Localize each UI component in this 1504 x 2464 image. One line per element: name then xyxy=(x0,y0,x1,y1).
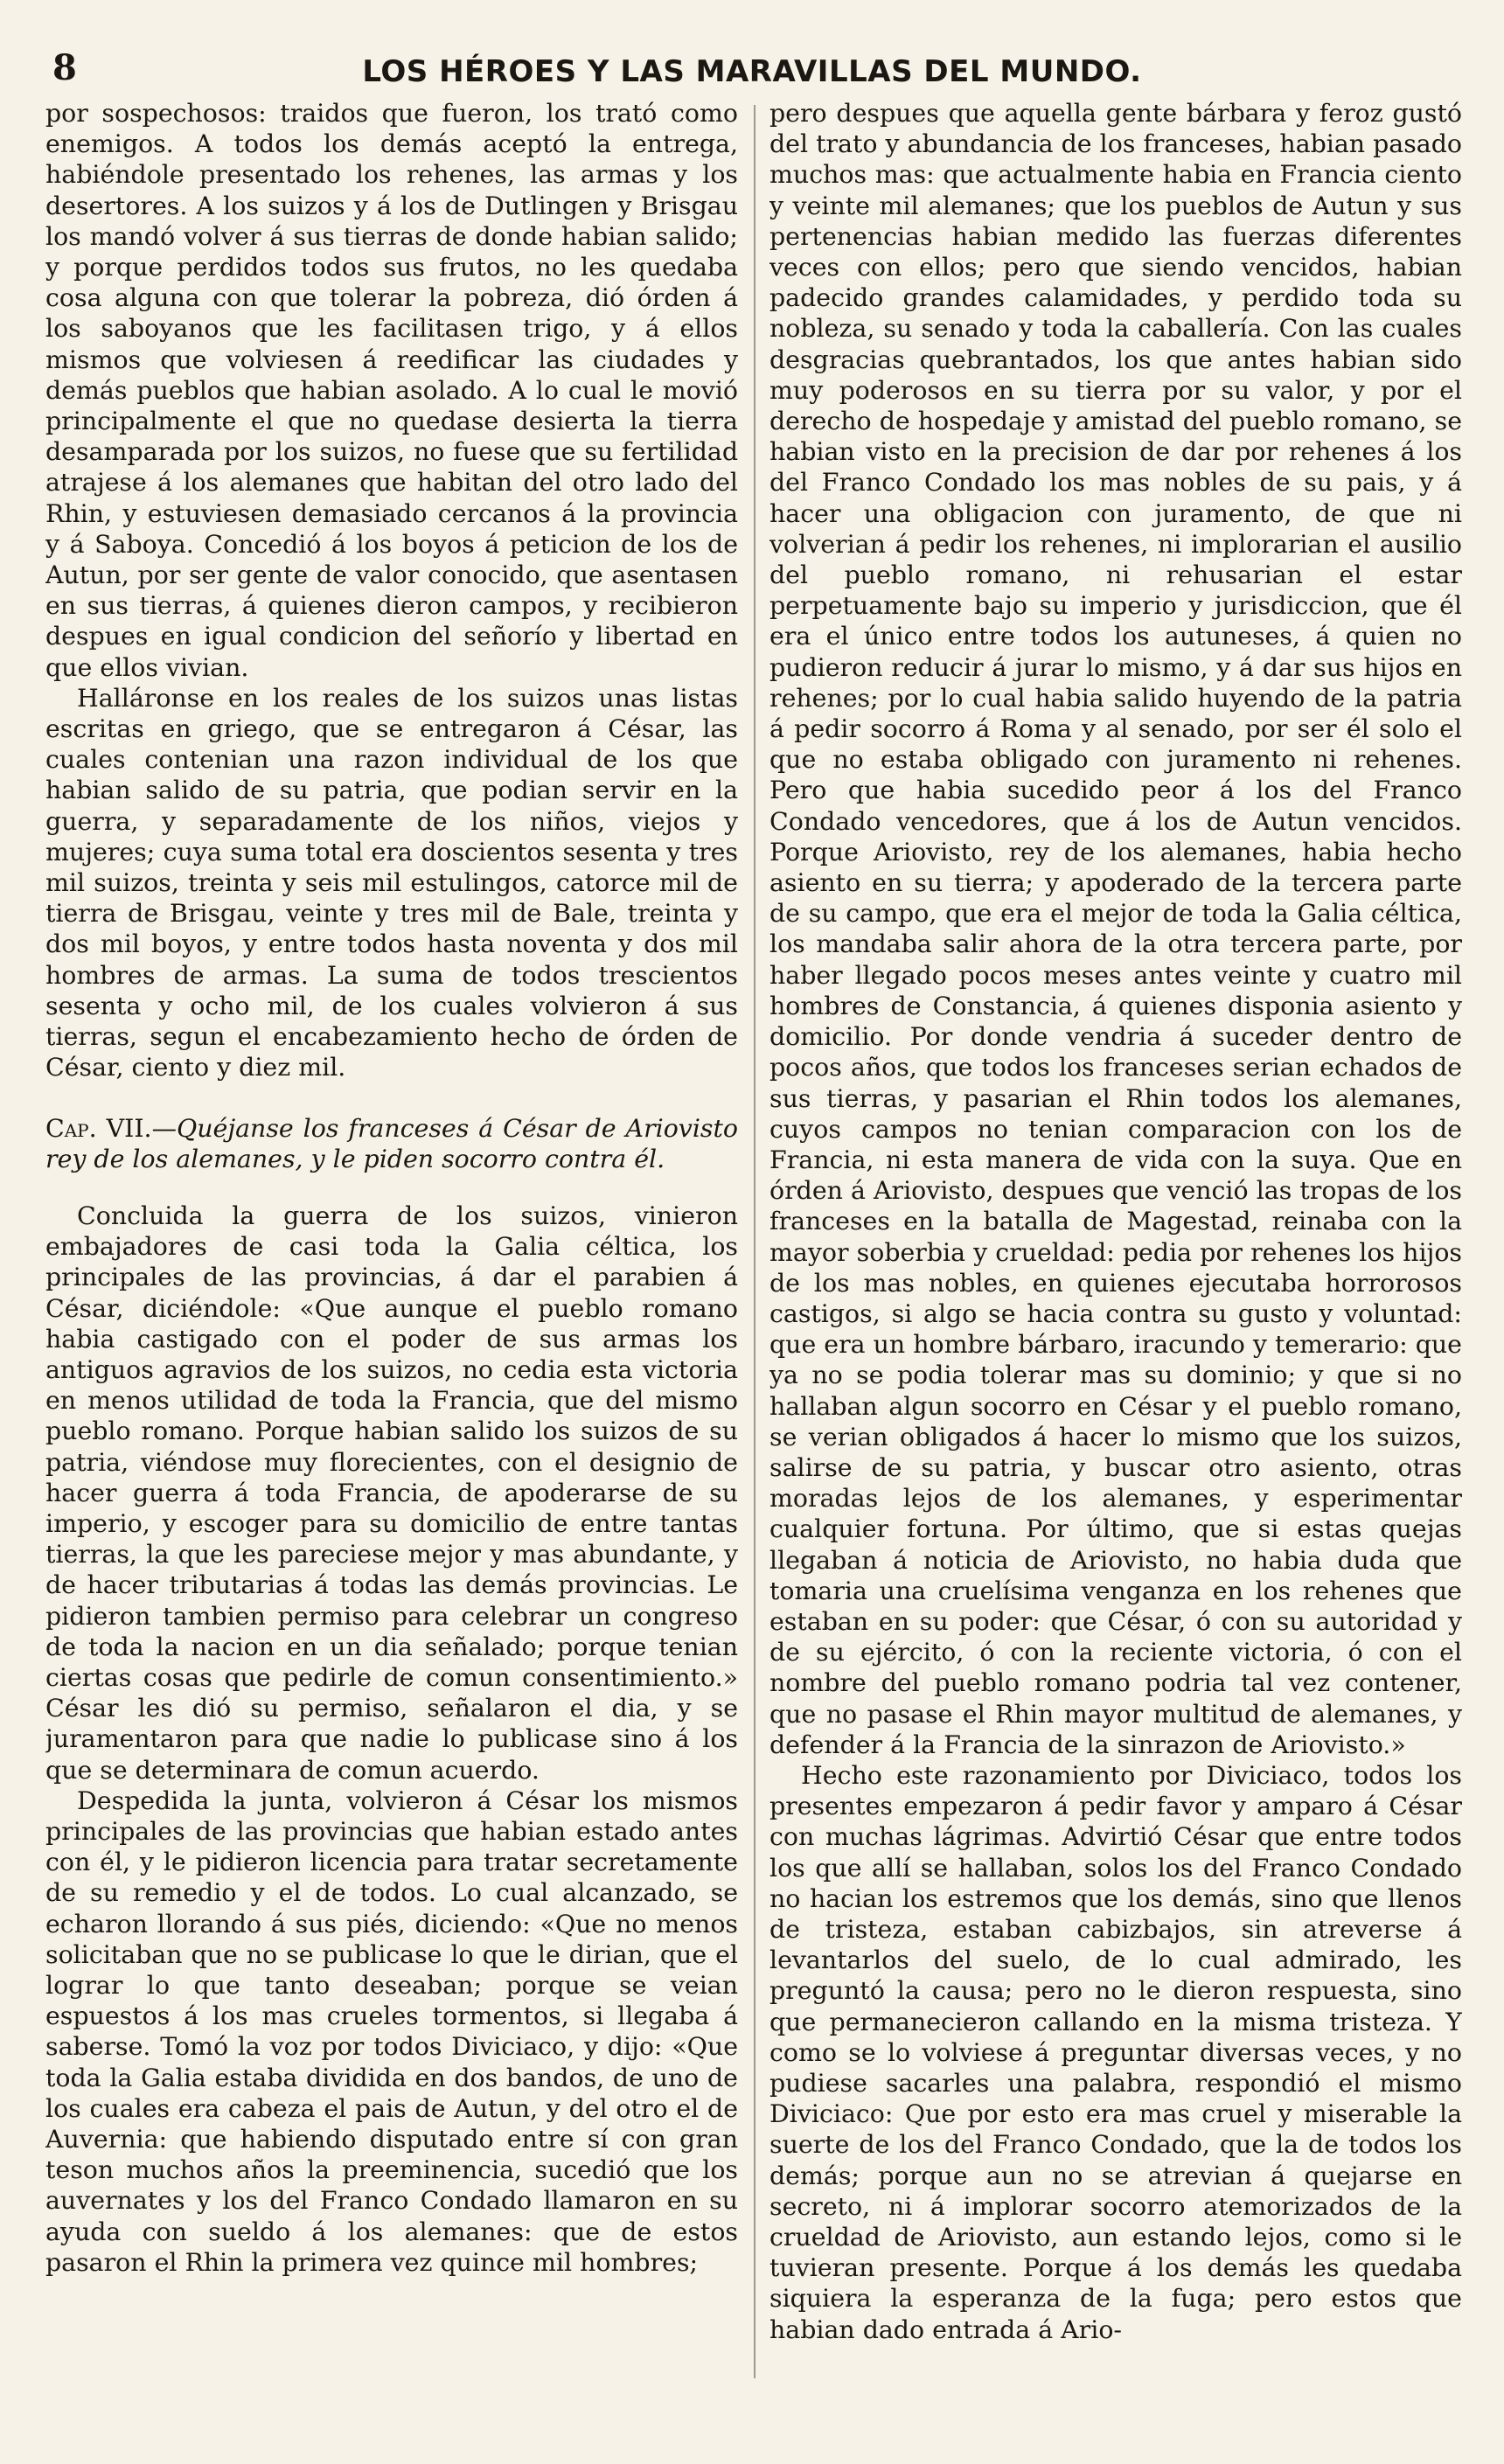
paragraph: Concluida la guerra de los suizos, vinieron embajadores de casi toda la Galia céltica, los principales de las provincias, á dar el parabien á César, diciéndole: «Que aunque el pueblo romano habia castigado con el poder de sus armas los antiguos agravios de los suizos, no cedia esta victoria en menos utilidad de toda la Francia, que del mismo pueblo romano. Porque habian salido los suizos de su patria, viéndose muy florecientes, con el designio de hacer guerra á toda Francia, de apoderarse de su imperio, y escoger para su domicilio de entre tantas tierras, la que les pareciese mejor y mas abundante, y de hacer tributarias á todas las demás provincias. Le pidieron tambien permiso para celebrar un congreso de toda la nacion en un dia señalado; porque tenian ciertas cosas que pedirle de comun consentimiento.» César les dió su permiso, señalaron el dia, y se juramentaron para que nadie lo publicase sino á los que se determinara de comun acuerdo. xyxy=(45,1201,738,1785)
chapter-title: Quéjanse los franceses á César de Ariovisto rey de los alemanes, y le piden socorro contra él. xyxy=(45,1113,738,1173)
page-number: 8 xyxy=(52,47,77,88)
paragraph: pero despues que aquella gente bárbara y feroz gustó del trato y abundancia de los franceses, habian pasado muchos mas: que actualmente habia en Francia ciento y veinte mil alemanes; que los pueblos de Autun y sus pertenencias habian medido las fuerzas diferentes veces con ellos; pero que siendo vencidos, habian padecido grandes calamidades, y perdido toda su nobleza, su senado y toda la caballería. Con las cuales desgracias quebrantados, los que antes habian sido muy poderosos en su tierra por su valor, y por el derecho de hospedaje y amistad del pueblo romano, se habian visto en la precision de dar por rehenes á los del Franco Condado los mas nobles de su pais, y á hacer una obligacion con juramento, de que ni volverian á pedir los rehenes, ni implorarian el ausilio del pueblo romano, ni rehusarian el estar perpetuamente bajo su imperio y jurisdiccion, que él era el único entre todos los autuneses, á quien no pudieron reducir á jurar lo mismo, y á dar sus hijos en rehenes; por lo cual habia salido huyendo de la patria á pedir socorro á Roma y al senado, por ser él solo el que no estaba obligado con juramento ni rehenes. Pero que habia sucedido peor á los del Franco Condado vencedores, que á los de Autun vencidos. Porque Ariovisto, rey de los alemanes, habia hecho asiento en su tierra; y apoderado de la tercera parte de su campo, que era el mejor de toda la Galia céltica, los mandaba salir ahora de la otra tercera parte, por haber llegado pocos meses antes veinte y cuatro mil hombres de Constancia, á quienes disponia asiento y domicilio. Por donde vendria á suceder dentro de pocos años, que todos los franceses serian echados de sus tierras, y pasarian el Rhin todos los alemanes, cuyos campos no tenian comparacion con los de Francia, ni esta manera de vida con la suya. Que en órden á Ariovisto, despues que venció las tropas de los franceses en la batalla de Magestad, reinaba con la mayor soberbia y crueldad: pedia por rehenes los hijos de los mas nobles, en quienes ejecutaba horrorosos castigos, si algo se hacia contra su gusto y voluntad: que era un hombre bárbaro, iracundo y temerario: que ya no se podia tolerar mas su dominio; y que si no hallaban algun socorro en César y el pueblo romano, se verian obligados á hacer lo mismo que los suizos, salirse de su patria, y buscar otro asiento, otras moradas lejos de los alemanes, y esperimentar cualquier fortuna. Por último, que si estas quejas llegaban á noticia de Ariovisto, no habia duda que tomaria una cruelísima venganza en los rehenes que estaban en su poder: que César, ó con su autoridad y de su ejército, ó con la reciente victoria, ó con el nombre del pueblo romano podria tal vez contener, que no pasase el Rhin mayor multitud de alemanes, y defender á la Francia de la sinrazon de Ariovisto.» xyxy=(769,99,1462,1759)
paragraph: Hecho este razonamiento por Diviciaco, todos los presentes empezaron á pedir favor y amparo á César con muchas lágrimas. Advirtió César que entre todos los que allí se hallaban, solos los del Franco Condado no hacian los estremos que los demás, sino que llenos de tristeza, estaban cabizbajos, sin atreverse á levantarlos del suelo, de lo cual admirado, les preguntó la causa; pero no le dieron respuesta, sino que permanecieron callando en la misma tristeza. Y como se lo volviese á preguntar diversas veces, y no pudiese sacarles una palabra, respondió el mismo Diviciaco: Que por esto era mas cruel y miserable la suerte de los del Franco Condado, que la de todos los demás; porque aun no se atrevian á quejarse en secreto, ni á implorar socorro atemorizados de la crueldad de Ariovisto, aun estando lejos, como si le tuvieran presente. Porque á los demás les quedaba siquiera la esperanza de la fuga; pero estos que habian dado entrada á Ario- xyxy=(769,1760,1462,2344)
left-column xyxy=(45,98,738,2441)
column-divider xyxy=(754,105,755,2378)
chapter-heading xyxy=(45,1113,738,1174)
right-column xyxy=(769,98,1462,2441)
paragraph: por sospechosos: traidos que fueron, los trató como enemigos. A todos los demás aceptó la entrega, habiéndole presentado los rehenes, las armas y los desertores. A los suizos y á los de Dutlingen y Brisgau los mandó volver á sus tierras de donde habian salido; y porque perdidos todos sus frutos, no les quedaba cosa alguna con que tolerar la pobreza, dió órden á los saboyanos que les facilitasen trigo, y á ellos mismos que volviesen á reedificar las ciudades y demás pueblos que habian asolado. A lo cual le movió principalmente el que no quedase desierta la tierra desamparada por los suizos, no fuese que su fertilidad atrajese á los alemanes que habitan del otro lado del Rhin, y estuviesen demasiado cercanos á la provincia y á Saboya. Concedió á los boyos á peticion de los de Autun, por ser gente de valor conocido, que asentasen en sus tierras, á quienes dieron campos, y recibieron despues en igual condicion del señorío y libertad en que ellos vivian. xyxy=(45,99,738,682)
running-title: LOS HÉROES Y LAS MARAVILLAS DEL MUNDO. xyxy=(362,54,1142,89)
chapter-label: Cap. VII. xyxy=(45,1113,152,1143)
page-header xyxy=(52,42,1452,103)
chapter-dash: — xyxy=(151,1113,177,1143)
paragraph: Halláronse en los reales de los suizos unas listas escritas en griego, que se entregaron á César, las cuales contenian una razon individual de los que habian salido de su patria, que podian servir en la guerra, y separadamente de los niños, viejos y mujeres; cuya suma total era doscientos sesenta y tres mil suizos, treinta y seis mil estulingos, catorce mil de tierra de Brisgau, veinte y tres mil de Bale, treinta y dos mil boyos, y entre todos hasta noventa y dos mil hombres de armas. La suma de todos trescientos sesenta y ocho mil, de los cuales volvieron á sus tierras, segun el encabezamiento hecho de órden de César, ciento y diez mil. xyxy=(45,683,738,1082)
paragraph: Despedida la junta, volvieron á César los mismos principales de las provincias que habian estado antes con él, y le pidieron licencia para tratar secretamente de su remedio y el de todos. Lo cual alcanzado, se echaron llorando á sus piés, diciendo: «Que no menos solicitaban que no se publicase lo que le dirian, que el lograr lo que tanto deseaban; porque se veian espuestos á los mas crueles tormentos, si llegaba á saberse. Tomó la voz por todos Diviciaco, y dijo: «Que toda la Galia estaba dividida en dos bandos, de uno de los cuales era cabeza el pais de Autun, y del otro el de Auvernia: que habiendo disputado entre sí con gran teson muchos años la preeminencia, sucedió que los auvernates y los del Franco Condado llamaron en su ayuda con sueldo á los alemanes: que de estos pasaron el Rhin la primera vez quince mil hombres; xyxy=(45,1785,738,2277)
